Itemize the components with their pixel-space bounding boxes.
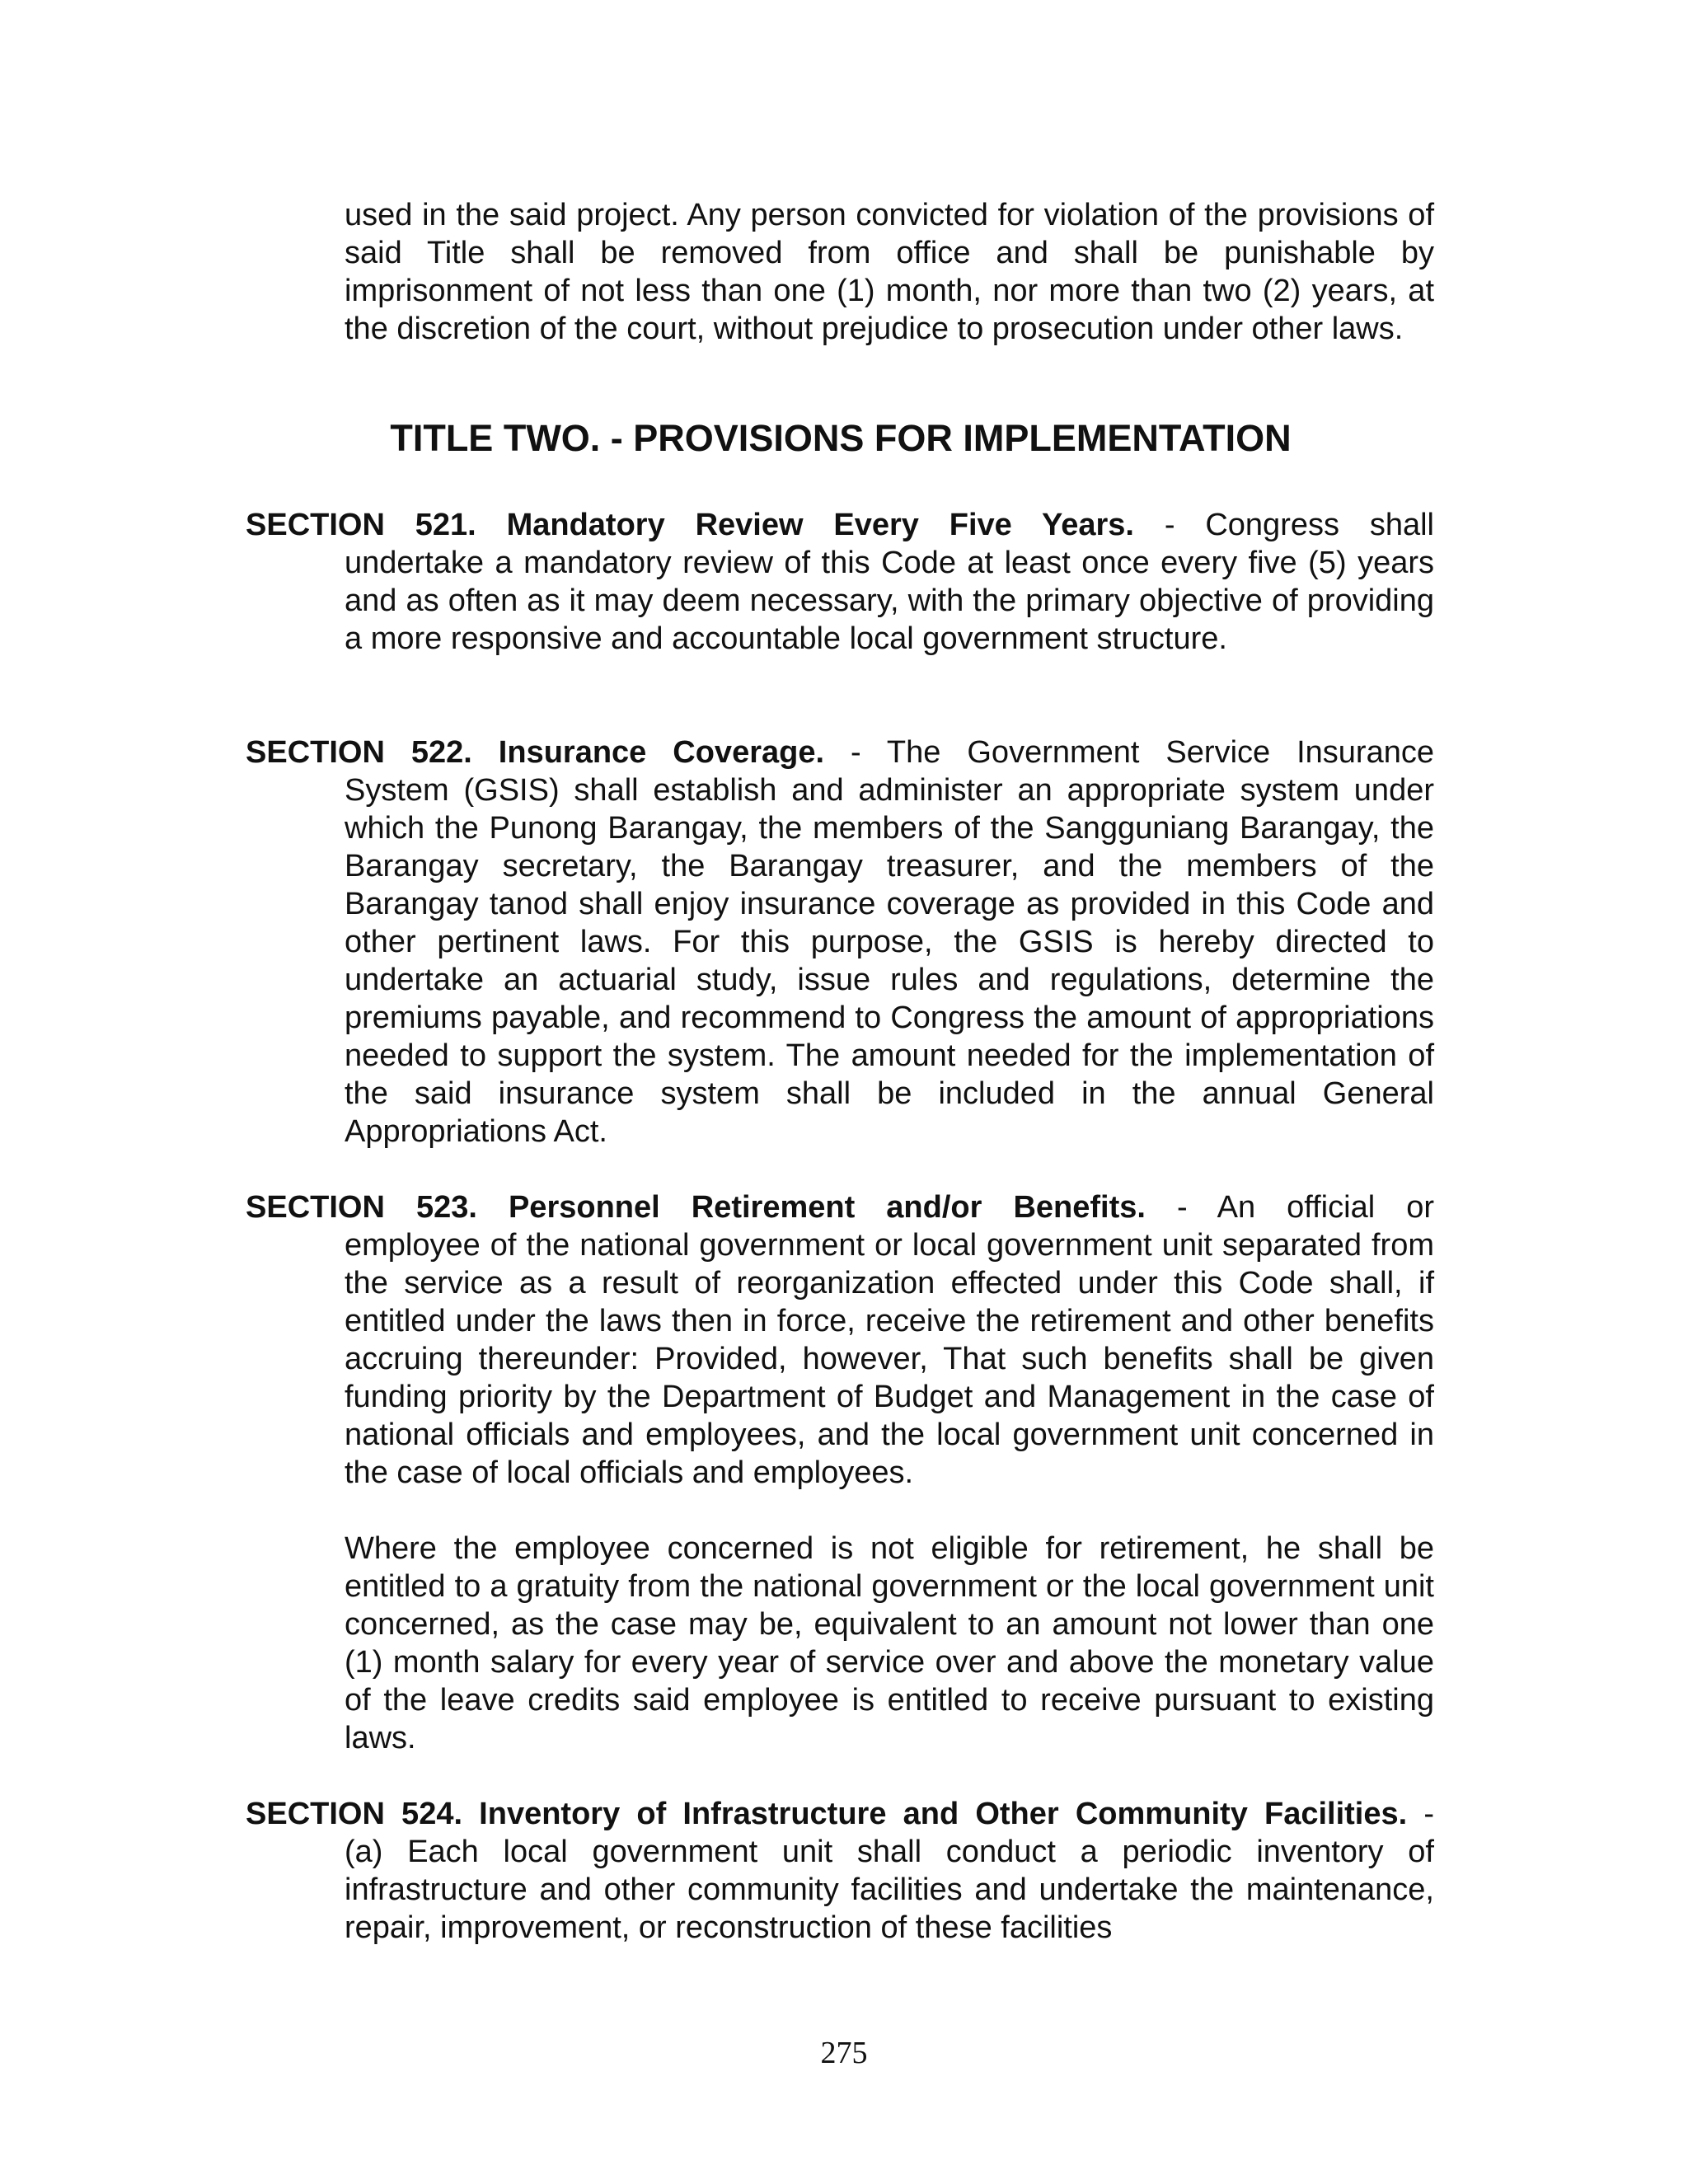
section-523: [246, 1188, 1434, 1492]
section-524-heading: SECTION 524. Inventory of Infrastructure and Other Community Facilities.: [246, 1797, 1408, 1831]
section-522-lead: - The Government Service Insurance: [824, 735, 1434, 770]
section-523-first-line: [246, 1188, 1434, 1226]
section-521-heading: SECTION 521. Mandatory Review Every Five Years.: [246, 508, 1134, 542]
section-522-heading: SECTION 522. Insurance Coverage.: [246, 735, 825, 770]
section-522-body: System (GSIS) shall establish and administer an appropriate system under which the Punong Barangay, the members of the Sangguniang Barangay, the Barangay secretary, the Barangay treasurer, and the members of the Barangay tanod shall enjoy insurance coverage as provided in this Code and other pertinent laws. For this purpose, the GSIS is hereby directed to undertake an actuarial study, issue rules and regulations, determine the premiums payable, and recommend to Congress the amount of appropriations needed to support the system. The amount needed for the implementation of the said insurance system shall be included in the annual General Appropriations Act.: [345, 773, 1434, 1149]
section-524: [246, 1795, 1434, 1947]
section-523-paragraph-2: Where the employee concerned is not eligible for retirement, he shall be entitled to a gratuity from the national government or the local government unit concerned, as the case may be, equivalent to an amount not lower than one (1) month salary for every year of service over and above the monetary value of the leave credits said employee is entitled to receive pursuant to existing laws.: [345, 1531, 1434, 1755]
section-523-heading: SECTION 523. Personnel Retirement and/or Benefits.: [246, 1190, 1146, 1225]
section-522: [246, 733, 1434, 1151]
section-521-lead: - Congress shall: [1133, 508, 1434, 542]
section-524-body: (a) Each local government unit shall conduct a periodic inventory of infrastructure and other community facilities and undertake the maintenance, repair, improvement, or reconstruction of these facilities: [345, 1835, 1434, 1945]
section-523-lead: - An official or: [1145, 1190, 1434, 1225]
title-heading: TITLE TWO. - PROVISIONS FOR IMPLEMENTATION: [390, 417, 1292, 459]
section-521-first-line: [246, 506, 1434, 544]
section-524-lead: -: [1407, 1797, 1435, 1831]
intro-paragraph: used in the said project. Any person convicted for violation of the provisions of said Title shall be removed from office and shall be punishable by imprisonment of not less than one (1) month, nor more than two (2) years, at the discretion of the court, without prejudice to prosecution under other laws.: [345, 198, 1434, 346]
section-523-body: employee of the national government or local government unit separated from the service as a result of reorganization effected under this Code shall, if entitled under the laws then in force, receive the retirement and other benefits accruing thereunder: Provided, however, That such benefits shall be given funding priority by the Department of Budget and Management in the case of national officials and employees, and the local government unit concerned in the case of local officials and employees.: [345, 1228, 1434, 1490]
section-524-first-line: [246, 1795, 1434, 1833]
section-522-first-line: [246, 733, 1434, 771]
section-521: [246, 506, 1434, 658]
page-number: 275: [820, 2036, 868, 2070]
section-521-body: undertake a mandatory review of this Code at least once every five (5) years and as often as it may deem necessary, with the primary objective of providing a more responsive and accountable local government structure.: [345, 546, 1434, 656]
